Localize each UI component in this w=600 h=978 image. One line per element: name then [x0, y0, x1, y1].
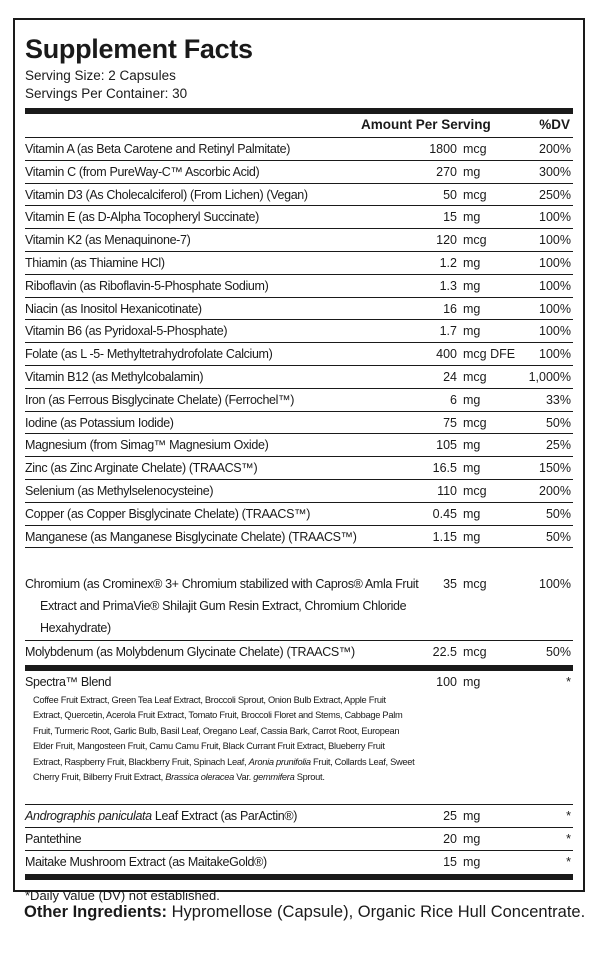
nutrient-dv: 100% [539, 347, 571, 362]
nutrient-name: Folate (as L -5- Methyltetrahydrofolate Calcium) [25, 347, 273, 362]
nutrient-name: Chromium (as Crominex® 3+ Chromium stabilized with Capros® Amla Fruit Extract and PrimaVie® Shilajit Gum Resin Extract, Chromium Chloride Hexahydrate) [25, 577, 419, 635]
nutrient-row [25, 366, 573, 389]
nutrient-unit: mcg [463, 370, 487, 384]
nutrient-unit: mg [463, 164, 481, 179]
nutrient-dv: 100% [539, 278, 571, 293]
blend-row [25, 671, 573, 805]
nutrient-name: Selenium (as Methylselenocysteine) [25, 484, 214, 498]
nutrient-row [25, 161, 573, 184]
supplement-facts-panel [13, 18, 585, 903]
nutrient-row [25, 138, 573, 161]
nutrient-unit: mg [463, 392, 481, 407]
nutrient-amount: 1800 [429, 142, 457, 156]
nutrient-amount: 75 [443, 415, 457, 430]
nutrient-amount: 1.7 [439, 324, 457, 339]
nutrient-row-chromium [25, 573, 573, 641]
nutrient-name: Vitamin A (as Beta Carotene and Retinyl Palmitate) [25, 142, 291, 156]
nutrient-name: Magnesium (from Simag™ Magnesium Oxide) [25, 438, 269, 453]
nutrient-row [25, 412, 573, 435]
extra-ingredient-dv: * [566, 809, 571, 823]
nutrient-row [25, 252, 573, 275]
nutrient-unit: mcg [463, 187, 487, 202]
nutrient-name: Thiamin (as Thiamine HCl) [25, 256, 165, 270]
nutrient-unit: mg [463, 256, 481, 270]
nutrient-row [25, 320, 573, 343]
nutrient-amount: 105 [436, 438, 457, 453]
blend-ingredients: Coffee Fruit Extract, Green Tea Leaf Extract, Broccoli Sprout, Onion Bulb Extract, Apple Fruit Extract, Quercetin, Acerola Fruit Extract, Tomato Fruit, Broccoli Floret and Stems, Cabbage Palm Fruit, Turmeric Root, Garlic Bulb, Basil Leaf, Oregano Leaf, Cassia Bark, Carrot Root, European Elder Fruit, Mangosteen Fruit, Camu Camu Fruit, Black Currant Fruit Extract, Blueberry Fruit Extract, Raspberry Fruit, Blackberry Fruit, Spinach Leaf, Aronia prunifolia Fruit, Collards Leaf, Sweet Cherry Fruit, Bilberry Fruit Extract, Brassica oleracea Var. gemmifera Sprout. [33, 695, 415, 783]
nutrient-amount: 0.45 [432, 506, 457, 521]
other-ingredients [24, 901, 594, 924]
extra-ingredient-unit: mg [463, 832, 481, 846]
nutrient-dv: 50% [545, 415, 571, 430]
nutrient-name: Vitamin B12 (as Methylcobalamin) [25, 370, 204, 384]
nutrient-row [25, 434, 573, 457]
nutrient-name: Vitamin E (as D-Alpha Tocopheryl Succinate) [25, 210, 259, 225]
nutrient-name: Vitamin K2 (as Menaquinone-7) [25, 233, 191, 248]
extra-ingredient-unit: mg [463, 855, 481, 869]
nutrient-row [25, 184, 573, 207]
extra-ingredient-amount: 15 [443, 855, 457, 869]
nutrient-unit: mg [463, 461, 481, 476]
nutrient-row [25, 526, 573, 549]
nutrient-row [25, 229, 573, 252]
extra-ingredient-amount: 20 [443, 832, 457, 846]
nutrient-amount: 16.5 [432, 461, 457, 476]
nutrient-amount: 24 [443, 370, 457, 384]
nutrient-amount: 50 [443, 187, 457, 202]
nutrient-dv: 25% [545, 438, 571, 453]
extra-ingredient-unit: mg [463, 809, 481, 823]
amount-per-serving-header: Amount Per Serving [361, 117, 491, 132]
serving-size: Serving Size: 2 Capsules [25, 68, 176, 83]
nutrient-amount: 6 [450, 392, 457, 407]
extra-ingredient-dv: * [566, 832, 571, 846]
dv-header: %DV [539, 117, 570, 132]
panel-title: Supplement Facts [25, 34, 253, 64]
nutrient-unit: mg [463, 438, 481, 453]
nutrient-unit: mg [463, 506, 481, 521]
nutrient-dv: 200% [539, 142, 571, 156]
other-ingredients-label: Other Ingredients: [24, 903, 168, 921]
nutrient-unit: mg [463, 210, 481, 225]
nutrient-amount: 1.2 [439, 256, 457, 270]
extra-ingredient-name: Pantethine [25, 832, 82, 846]
nutrient-name: Niacin (as Inositol Hexanicotinate) [25, 301, 202, 316]
nutrient-amount: 16 [443, 301, 457, 316]
extra-ingredient-name: Andrographis paniculata Leaf Extract (as ParActin®) [25, 809, 298, 823]
nutrient-name: Copper (as Copper Bisglycinate Chelate) (TRAACS™) [25, 506, 311, 521]
nutrient-dv: 100% [539, 210, 571, 225]
nutrient-dv: 200% [539, 484, 571, 498]
nutrient-name: Vitamin D3 (As Cholecalciferol) (From Lichen) (Vegan) [25, 187, 308, 202]
nutrient-dv: 33% [545, 392, 571, 407]
header-thick-rule [25, 108, 573, 114]
blend-dv: * [566, 675, 571, 689]
nutrient-row [25, 389, 573, 412]
extra-ingredient-amount: 25 [443, 809, 457, 823]
nutrient-dv: 50% [545, 529, 571, 544]
nutrient-unit: mcg [463, 142, 487, 156]
nutrient-dv: 50% [545, 506, 571, 521]
nutrient-row [25, 343, 573, 366]
blend-name: Spectra™ Blend [25, 675, 112, 689]
nutrient-dv: 250% [539, 187, 571, 202]
nutrient-unit: mg [463, 278, 481, 293]
nutrient-row [25, 503, 573, 526]
nutrient-unit: mg [463, 324, 481, 339]
nutrient-row-molybdenum [25, 641, 573, 665]
blend-amount: 100 [436, 675, 457, 689]
blend-unit: mg [463, 675, 481, 689]
nutrient-unit: mcg [463, 415, 487, 430]
extra-ingredient-row [25, 851, 573, 874]
nutrient-dv: 300% [539, 164, 571, 179]
nutrient-amount: 1.15 [432, 529, 457, 544]
nutrient-name: Iodine (as Potassium Iodide) [25, 415, 174, 430]
servings-per-container: Servings Per Container: 30 [25, 86, 188, 101]
nutrient-unit: mcg [463, 233, 487, 248]
nutrient-name: Riboflavin (as Riboflavin-5-Phosphate Sodium) [25, 278, 269, 293]
nutrient-unit: mg [463, 301, 481, 316]
footer-thick-rule [25, 874, 573, 880]
nutrient-dv: 100% [539, 301, 571, 316]
nutrient-amount: 110 [437, 484, 457, 498]
nutrient-row [25, 206, 573, 229]
nutrient-amount: 400 [436, 347, 457, 362]
nutrient-amount: 35 [443, 577, 457, 591]
nutrient-amount: 1.3 [439, 278, 457, 293]
nutrient-dv: 100% [539, 256, 571, 270]
row-divider [25, 547, 573, 548]
nutrient-unit: mcg DFE [463, 347, 516, 362]
extra-ingredient-row [25, 828, 573, 851]
daily-value-footnote: *Daily Value (DV) not established. [25, 888, 220, 903]
nutrient-name: Zinc (as Zinc Arginate Chelate) (TRAACS™) [25, 461, 258, 476]
other-ingredients-text: Hypromellose (Capsule), Organic Rice Hull Concentrate. [167, 903, 586, 921]
nutrient-row [25, 275, 573, 298]
extra-ingredient-row [25, 805, 573, 828]
nutrient-dv: 1,000% [528, 370, 571, 384]
nutrient-amount: 120 [436, 233, 457, 248]
nutrient-unit: mg [463, 529, 481, 544]
nutrient-row [25, 480, 573, 503]
nutrient-unit: mcg [463, 645, 487, 659]
nutrient-dv: 50% [545, 645, 571, 659]
nutrient-unit: mcg [463, 577, 487, 591]
extra-ingredient-dv: * [566, 855, 571, 869]
nutrient-name: Iron (as Ferrous Bisglycinate Chelate) (Ferrochel™) [25, 392, 295, 407]
nutrient-amount: 270 [436, 164, 457, 179]
nutrient-row [25, 298, 573, 321]
nutrient-dv: 100% [539, 233, 571, 248]
nutrient-name: Vitamin B6 (as Pyridoxal-5-Phosphate) [25, 324, 228, 339]
nutrient-unit: mcg [463, 484, 487, 498]
nutrient-dv: 100% [539, 324, 571, 339]
extra-ingredient-name: Maitake Mushroom Extract (as MaitakeGold®) [25, 855, 267, 869]
nutrient-dv: 150% [539, 461, 571, 476]
nutrient-name: Vitamin C (from PureWay-C™ Ascorbic Acid) [25, 164, 260, 179]
nutrient-dv: 100% [539, 577, 571, 591]
nutrient-amount: 22.5 [432, 645, 457, 659]
nutrient-name: Manganese (as Manganese Bisglycinate Chelate) (TRAACS™) [25, 529, 357, 544]
nutrient-name: Molybdenum (as Molybdenum Glycinate Chelate) (TRAACS™) [25, 645, 355, 659]
nutrient-amount: 15 [443, 210, 457, 225]
nutrient-row [25, 457, 573, 480]
